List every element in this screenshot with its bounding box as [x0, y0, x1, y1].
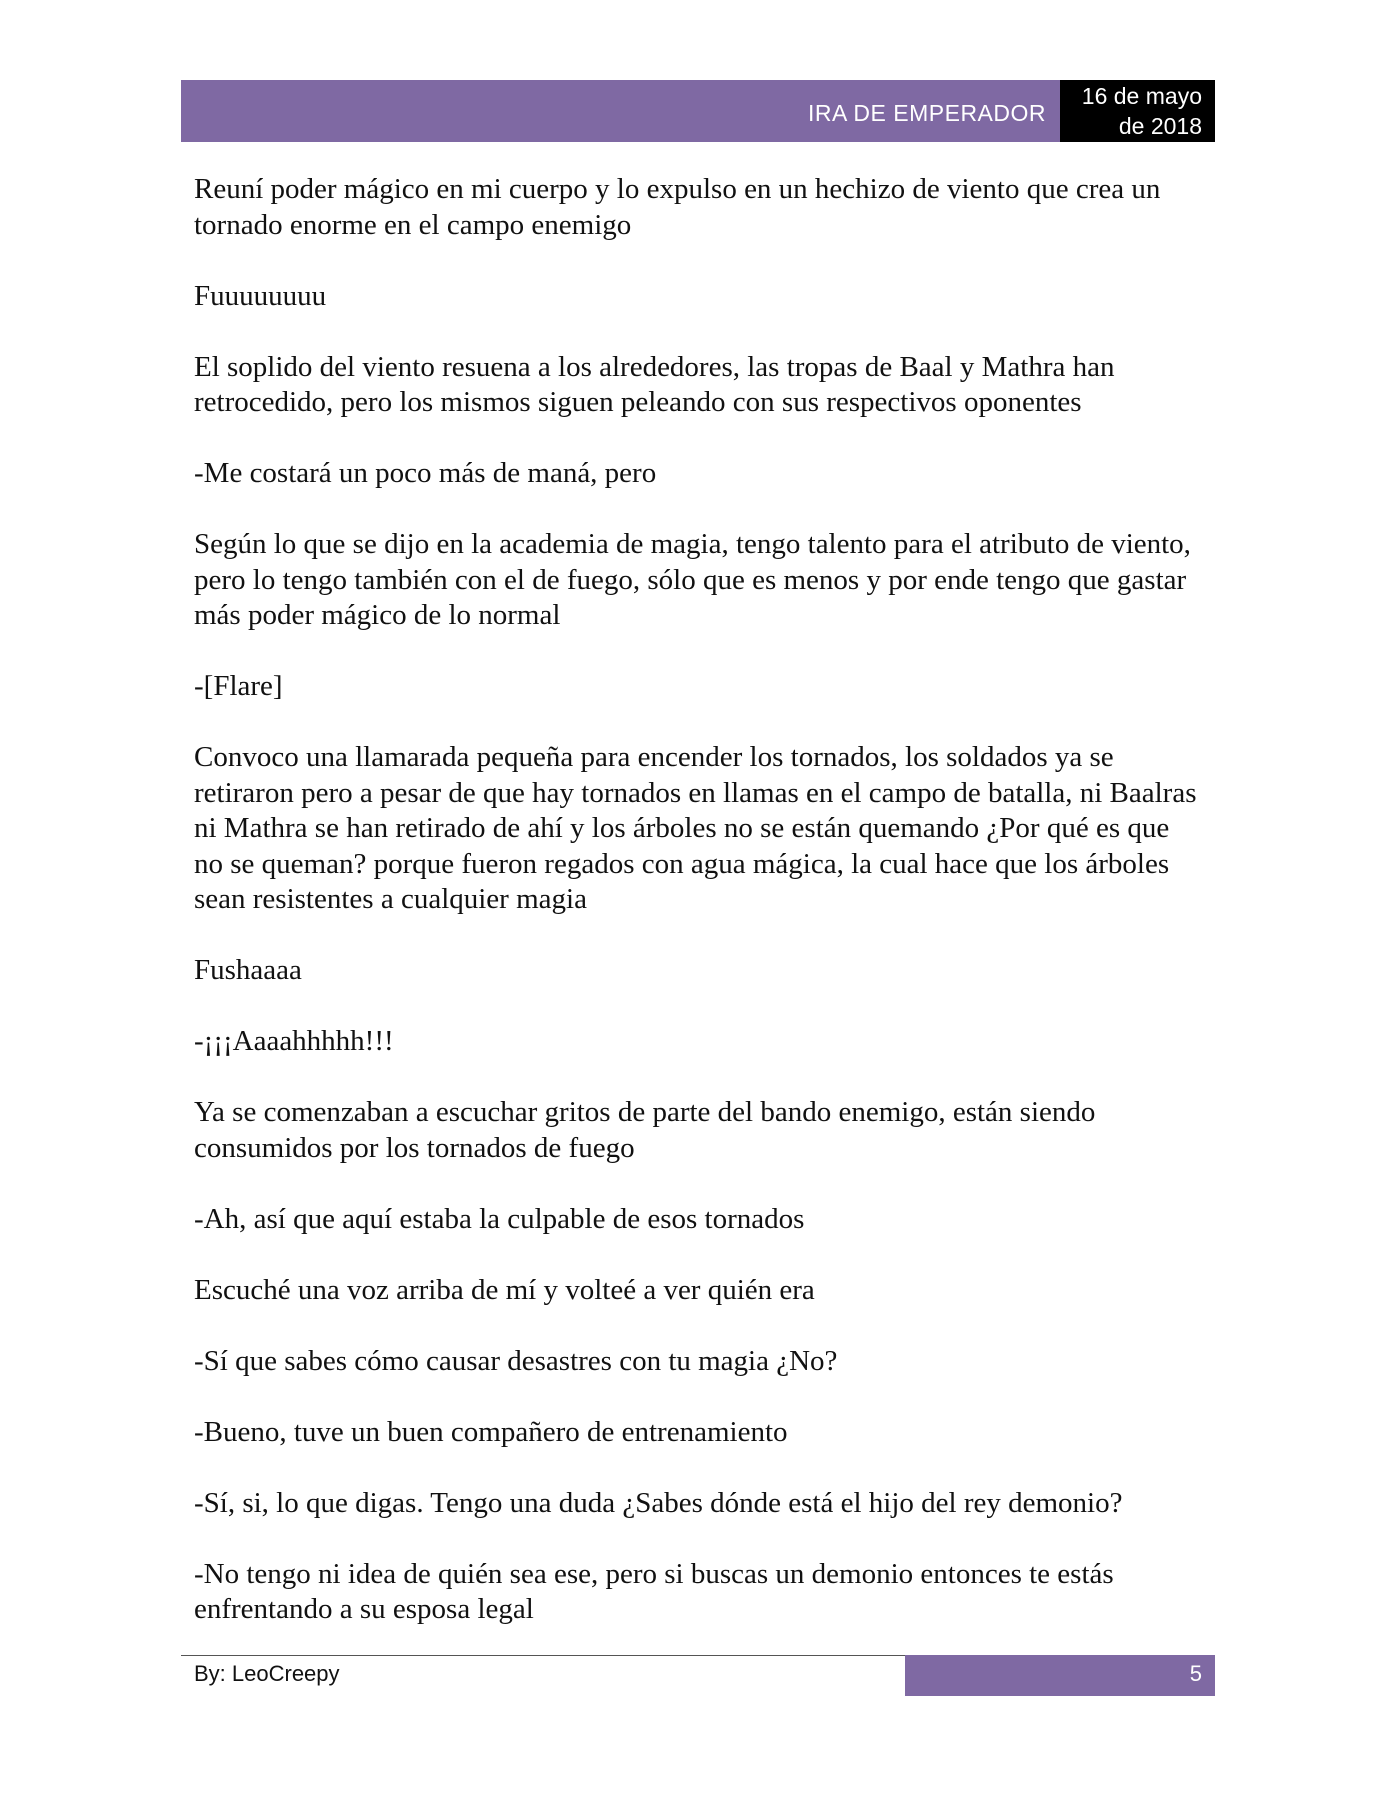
page-number: 5	[1189, 1661, 1202, 1686]
footer-author: By: LeoCreepy	[194, 1661, 340, 1686]
paragraph: -Sí, si, lo que digas. Tengo una duda ¿Sabes dónde está el hijo del rey demonio?	[194, 1486, 1123, 1519]
paragraph: Fushaaaa	[194, 954, 302, 986]
paragraph: Ya se comenzaban a escuchar gritos de parte del bando enemigo, están siendo consumidos por los tornados de fuego	[194, 1096, 1096, 1164]
body-text	[194, 172, 1204, 1663]
paragraph: Reuní poder mágico en mi cuerpo y lo expulso en un hechizo de viento que crea un tornado enorme en el campo enemigo	[194, 173, 1161, 241]
paragraph: -Bueno, tuve un buen compañero de entrenamiento	[194, 1415, 788, 1448]
paragraph: -¡¡¡Aaaahhhhh!!!	[194, 1025, 394, 1057]
paragraph: El soplido del viento resuena a los alrededores, las tropas de Baal y Mathra han retrocedido, pero los mismos siguen peleando con sus respectivos oponentes	[194, 350, 1115, 418]
paragraph: -Sí que sabes cómo causar desastres con tu magia ¿No?	[194, 1344, 838, 1377]
paragraph: -Ah, así que aquí estaba la culpable de esos tornados	[194, 1202, 805, 1235]
header-date-box	[1060, 80, 1215, 142]
paragraph: -No tengo ni idea de quién sea ese, pero si buscas un demonio entonces te estás enfrentando a su esposa legal	[194, 1557, 1114, 1625]
paragraph: -Me costará un poco más de maná, pero	[194, 457, 657, 489]
paragraph: Según lo que se dijo en la academia de magia, tengo talento para el atributo de viento, pero lo tengo también con el de fuego, sólo que es menos y por ende tengo que gastar más poder mágico de lo normal	[194, 528, 1191, 631]
paragraph: -[Flare]	[194, 670, 283, 702]
paragraph: Escuché una voz arriba de mí y volteé a ver quién era	[194, 1273, 815, 1306]
footer-page-band	[905, 1655, 1215, 1696]
book-title: IRA DE EMPERADOR	[807, 99, 1046, 126]
page-footer	[181, 1655, 1215, 1696]
footer-divider	[181, 1655, 905, 1656]
date-line-2: de 2018	[1118, 113, 1202, 139]
page-header	[181, 80, 1215, 142]
header-title-band	[181, 80, 1060, 142]
date-line-1: 16 de mayo	[1081, 83, 1202, 109]
paragraph: Fuuuuuuuu	[194, 279, 327, 312]
paragraph: Convoco una llamarada pequeña para encender los tornados, los soldados ya se retiraron pero a pesar de que hay tornados en llamas en el campo de batalla, ni Baalras ni Mathra se han retirado de ahí y los árboles no se están quemando ¿Por qué es que no se queman? porque fueron regados con agua mágica, la cual hace que los árboles sean resistentes a cualquier magia	[194, 741, 1197, 915]
